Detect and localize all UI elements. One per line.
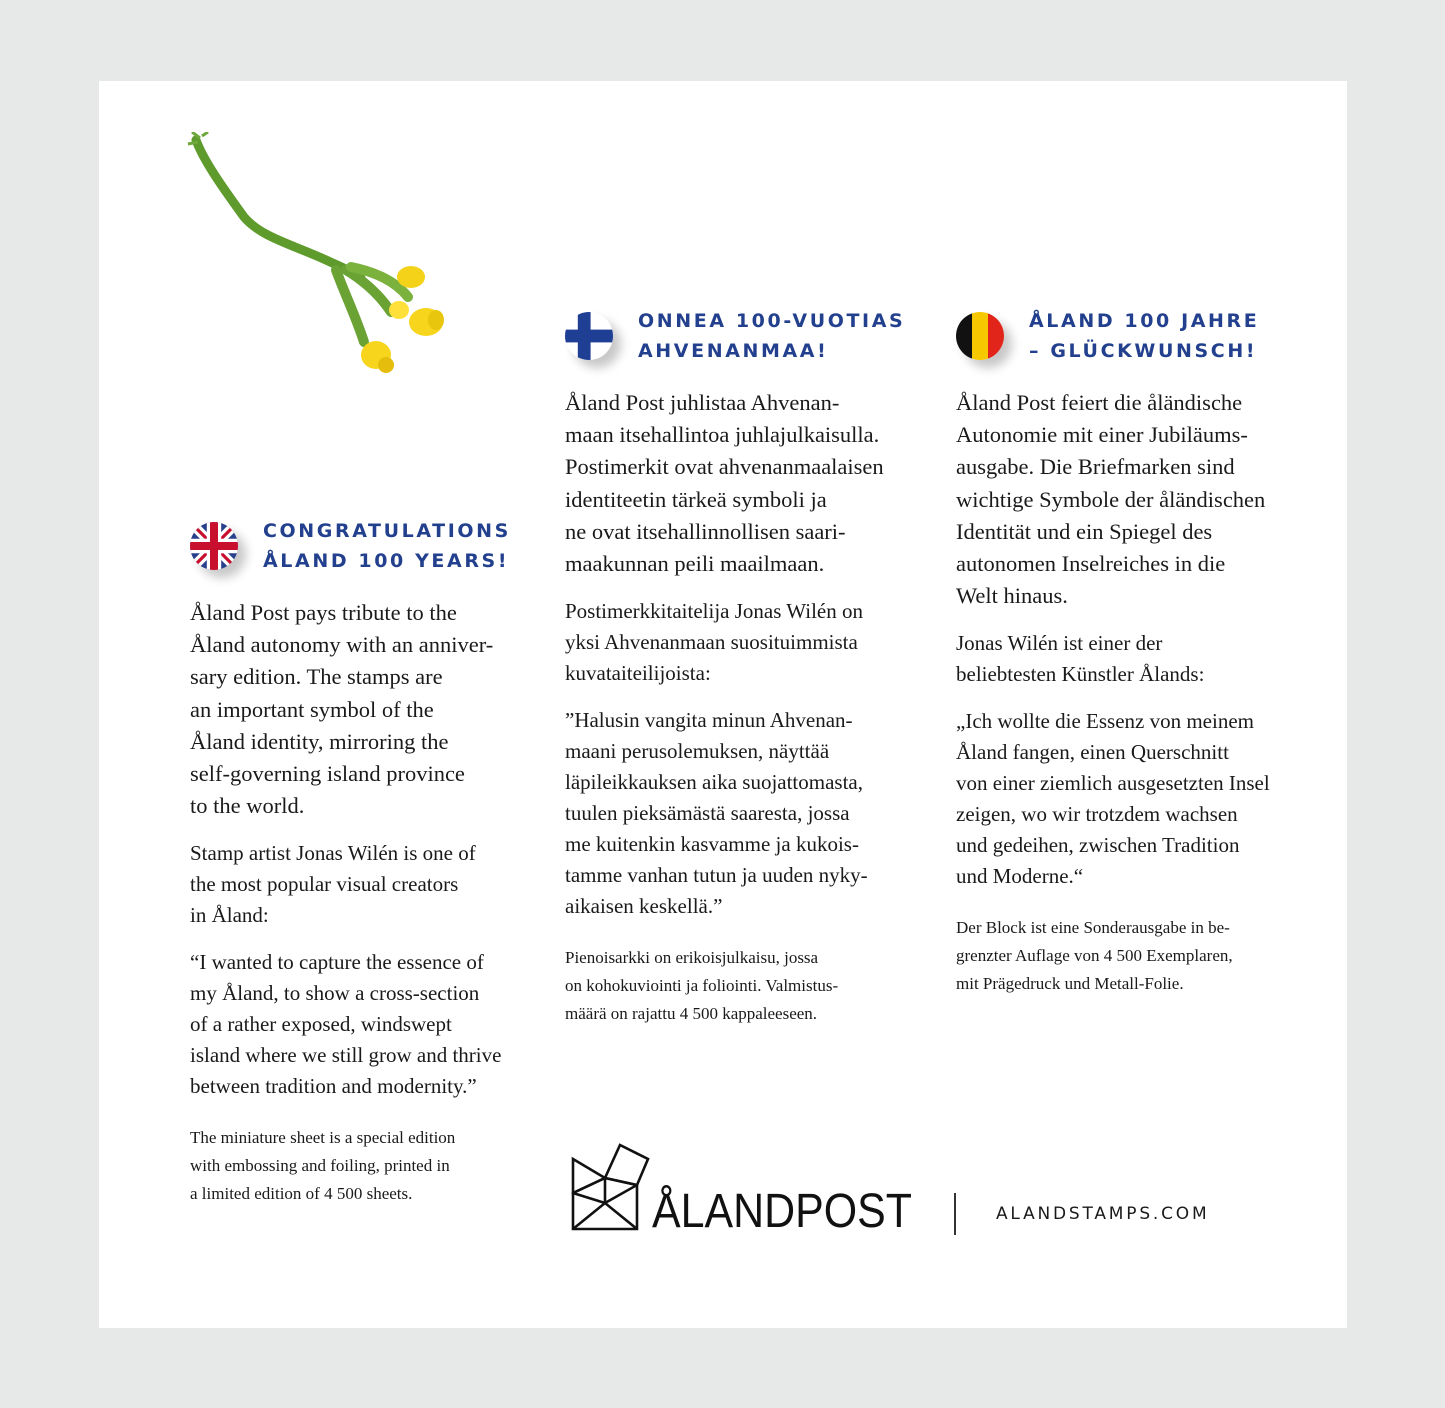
heading-text: ONNEA 100-VUOTIAS AHVENANMAA! (638, 310, 906, 362)
quote-paragraph: ”Halusin vangita minun Ahvenan- maani perusolemuksen, näyttää läpileikkauksen aika suojattomasta, tuulen pieksämästä saaresta, jossa me kuitenkin kasvamme ja kukois- tamme vanhan tutun ja uuden nyky- aikaisen keskellä.” (565, 708, 868, 919)
finland-flag-icon (565, 312, 613, 360)
lead-paragraph: Åland Post juhlistaa Ahvenan- maan itsehallintoa juhlajulkaisulla. Postimerkit ovat ahvenanmaalaisen identiteetin tärkeä symboli ja ne ovat itsehallinnollisen saari- maakunnan peili maailmaan. (565, 390, 884, 577)
quote-paragraph: „Ich wollte die Essenz von meinem Åland fangen, einen Querschnitt von einer ziemlich ausgesetzten Insel zeigen, wo wir trotzdem wachsen und gedeihen, zwischen Tradition und Moderne.“ (956, 709, 1270, 889)
edition-note: Der Block ist eine Sonderausgabe in be- grenzter Auflage von 4 500 Exemplaren, mit Prägedruck und Metall-Folie. (956, 918, 1233, 994)
uk-flag-icon (190, 522, 238, 570)
footer-divider (954, 1193, 956, 1235)
english-column (190, 515, 535, 1208)
edition-note: Pienoisarkki on erikoisjulkaisu, jossa on kohokuviointi ja foliointi. Valmistus- määrä on rajattu 4 500 kappaleeseen. (565, 948, 839, 1024)
artist-paragraph: Postimerkkitaitelija Jonas Wilén on yksi Ahvenanmaan suosituimmista kuvataiteilijoista: (565, 599, 863, 686)
english-heading (190, 515, 535, 577)
heading-text: CONGRATULATIONS ÅLAND 100 YEARS! (263, 520, 511, 572)
finnish-column (565, 305, 920, 1028)
german-column (956, 305, 1311, 998)
german-body (956, 387, 1311, 998)
lead-paragraph: Åland Post pays tribute to the Åland autonomy with an anniver- sary edition. The stamps are an important symbol of the Åland identity, mirroring the self-governing island province to the world. (190, 600, 494, 819)
quote-paragraph: “I wanted to capture the essence of my Åland, to show a cross-section of a rather exposed, windswept island where we still grow and thrive between tradition and modernity.” (190, 950, 502, 1099)
finnish-body (565, 387, 920, 1028)
heading-text: ÅLAND 100 JAHRE – GLÜCKWUNSCH! (1029, 310, 1260, 362)
germany-flag-icon (956, 312, 1004, 360)
finnish-heading (565, 305, 920, 367)
cowslip-illustration (186, 132, 456, 387)
german-heading (956, 305, 1311, 367)
logo-wordmark: ÅLANDPOST (652, 1185, 912, 1233)
artist-paragraph: Jonas Wilén ist einer der beliebtesten Künstler Ålands: (956, 631, 1205, 687)
artist-paragraph: Stamp artist Jonas Wilén is one of the most popular visual creators in Åland: (190, 841, 476, 928)
lead-paragraph: Åland Post feiert die åländische Autonomie mit einer Jubiläums- ausgabe. Die Briefmarken sind wichtige Symbole der åländischen Identität und ein Spiegel des autonomen Inselreiches in die Welt hinaus. (956, 390, 1266, 609)
website-link[interactable]: ALANDSTAMPS.COM (996, 1204, 1210, 1224)
english-body (190, 597, 535, 1208)
aland-post-logo (570, 1143, 915, 1233)
edition-note: The miniature sheet is a special edition with embossing and foiling, printed in a limited edition of 4 500 sheets. (190, 1128, 456, 1204)
